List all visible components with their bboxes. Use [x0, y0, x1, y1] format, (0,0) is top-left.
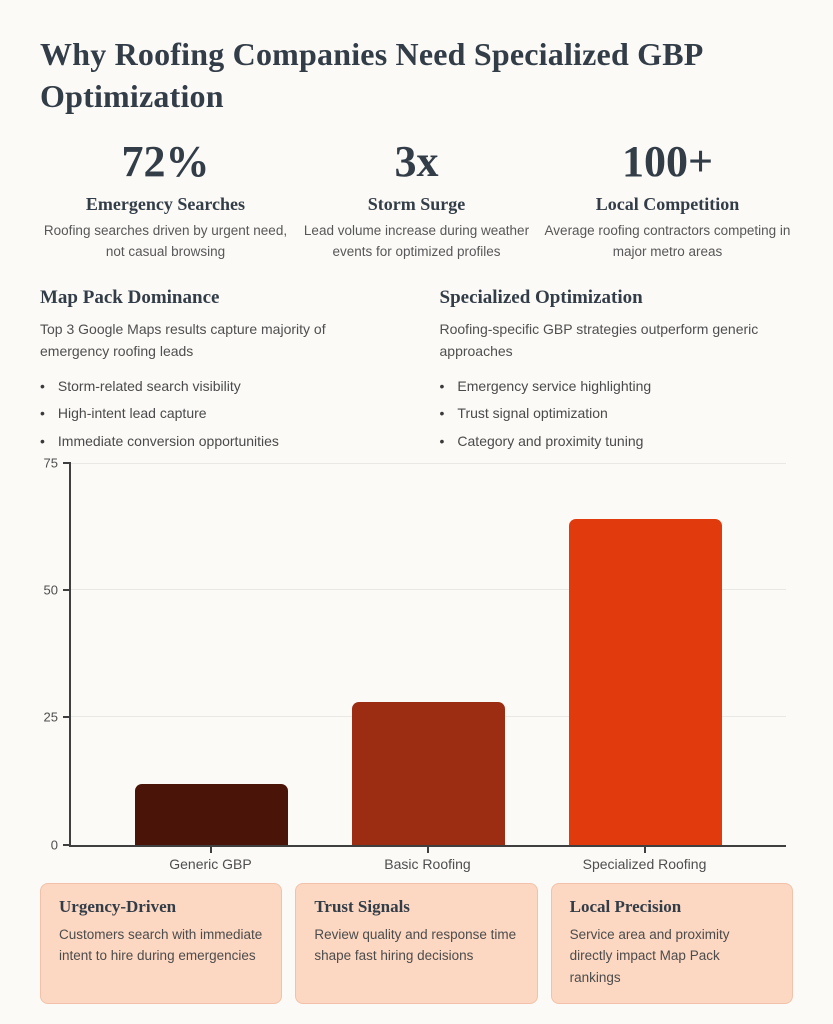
bullet-item [440, 428, 794, 456]
stat-value: 72% [121, 137, 210, 187]
y-axis-tick [63, 716, 71, 718]
bullet-dot-icon: • [40, 405, 45, 422]
y-axis-label: 75 [43, 455, 58, 471]
bullet-list [40, 373, 394, 456]
card-description: Service area and proximity directly impact Map Pack rankings [569, 926, 730, 985]
bullet-text: Trust signal optimization [457, 405, 608, 422]
bullet-item [440, 400, 794, 428]
insight-cards [40, 883, 793, 1005]
card-heading: Urgency-Driven [59, 896, 177, 916]
bullet-dot-icon: • [40, 432, 45, 449]
section-heading: Map Pack Dominance [40, 287, 220, 309]
y-axis-label: 25 [43, 709, 58, 725]
section-description: Top 3 Google Maps results capture majority of emergency roofing leads [40, 321, 326, 359]
section-map-pack-dominance [40, 287, 394, 455]
card-description: Customers search with immediate intent to hire during emergencies [59, 926, 263, 964]
card-trust-signals [295, 883, 537, 1005]
stat-value: 3x [394, 137, 439, 187]
card-local-precision [551, 883, 793, 1005]
y-axis-tick [63, 589, 71, 591]
x-axis-tick [210, 847, 212, 853]
stat-description: Average roofing contractors competing in major metro areas [544, 223, 791, 260]
bullet-item [440, 373, 794, 401]
card-heading: Local Precision [569, 896, 682, 916]
stat-local-competition [542, 139, 793, 263]
section-heading: Specialized Optimization [439, 287, 643, 309]
x-axis-label: Basic Roofing [384, 855, 471, 872]
x-axis-labels [69, 847, 786, 872]
bullet-dot-icon: • [439, 377, 445, 394]
chart-plot-area [43, 455, 786, 853]
bar-specialized-roofing [569, 519, 722, 845]
x-axis-label: Generic GBP [169, 855, 252, 872]
bullet-text: Storm-related search visibility [57, 377, 241, 394]
card-urgency-driven [40, 883, 282, 1005]
x-axis-tick [644, 847, 646, 853]
x-axis-category [134, 847, 287, 872]
card-description: Review quality and response time shape fast hiring decisions [314, 926, 517, 964]
stat-description: Lead volume increase during weather events for optimized profiles [303, 223, 530, 260]
x-axis-category [568, 847, 721, 872]
bullet-text: Emergency service highlighting [457, 377, 652, 394]
stat-label: Emergency Searches [85, 194, 246, 215]
stats-row [40, 139, 793, 263]
x-axis-category [351, 847, 504, 872]
stat-description: Roofing searches driven by urgent need, not casual browsing [43, 223, 288, 260]
y-axis-tick [63, 844, 71, 846]
bullet-text: High-intent lead capture [57, 405, 207, 422]
chart-bars [71, 463, 786, 845]
x-axis-tick [427, 847, 429, 853]
bullet-item [40, 428, 394, 456]
section-specialized-optimization [440, 287, 794, 455]
bullet-list [440, 373, 794, 456]
bullet-dot-icon: • [439, 405, 445, 422]
feature-columns [40, 287, 793, 455]
bullet-dot-icon: • [40, 377, 45, 394]
y-axis-label: 0 [50, 837, 58, 853]
stat-storm-surge [291, 139, 542, 263]
x-axis-label: Specialized Roofing [582, 855, 707, 872]
bar-basic-roofing [352, 702, 505, 845]
stat-value: 100+ [621, 137, 714, 187]
card-heading: Trust Signals [314, 896, 410, 916]
bullet-text: Category and proximity tuning [457, 432, 644, 449]
stat-label: Local Competition [595, 194, 740, 215]
y-axis-label: 50 [43, 582, 58, 598]
bullet-item [40, 400, 394, 428]
bar-generic-gbp [135, 784, 288, 845]
stat-label: Storm Surge [367, 194, 466, 215]
section-description: Roofing-specific GBP strategies outperform generic approaches [439, 321, 759, 359]
bullet-item [40, 373, 394, 401]
bar-chart [40, 455, 793, 872]
page-title: Why Roofing Companies Need Specialized GBP Optimization [40, 36, 702, 114]
y-axis-tick [63, 462, 71, 464]
bullet-dot-icon: • [439, 432, 445, 449]
bullet-text: Immediate conversion opportunities [57, 432, 279, 449]
stat-emergency-searches [40, 139, 291, 263]
